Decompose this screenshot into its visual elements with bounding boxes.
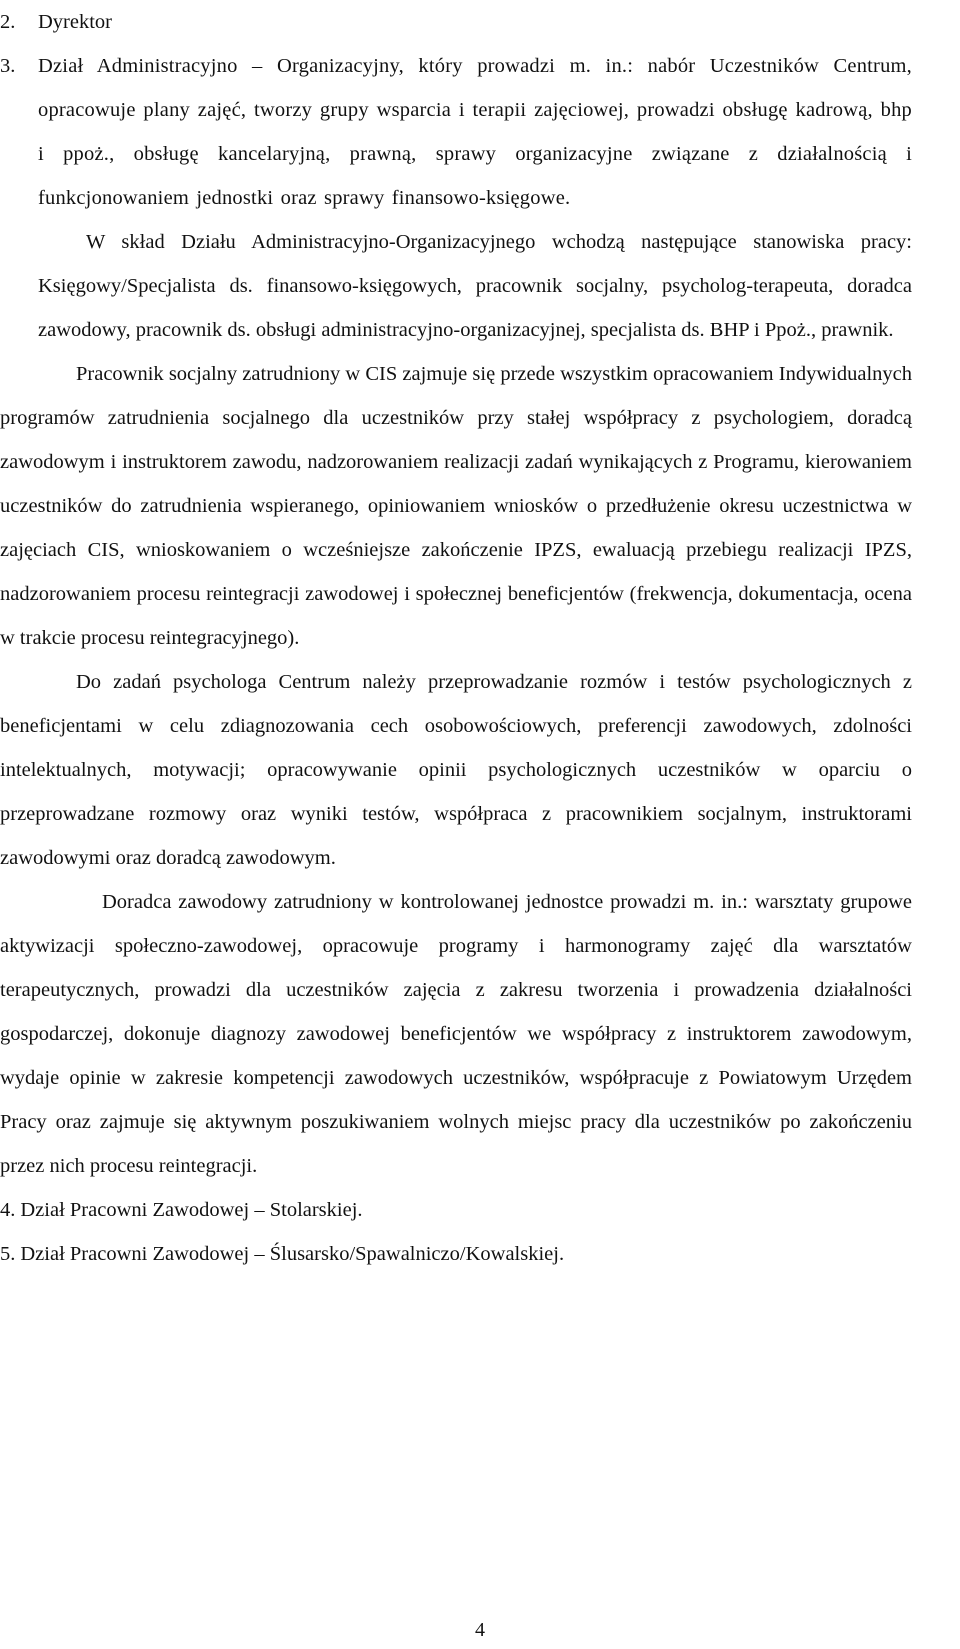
list-text: Dział Administracyjno – Organizacyjny, który prowadzi m. in.: nabór Uczestników Centrum, opracowuje plany zajęć, tworzy grupy wsparcia i terapii zajęciowej, prowadzi obsługę kadrową, bhp i ppoż., obsługę kancelaryjną, prawną, sprawy organizacyjne związane z działalnością i funkcjonowaniem jednostki oraz sprawy finansowo-księgowe. [38, 55, 912, 209]
list-text: Dział Pracowni Zawodowej – Ślusarsko/Spawalniczo/Kowalskiej. [20, 1243, 565, 1265]
list-number: 5. [0, 1243, 16, 1265]
list-number: 4. [0, 1199, 16, 1221]
page-number: 4 [475, 1619, 485, 1641]
paragraph-department-staff: W skład Działu Administracyjno-Organizacyjnego wchodzą następujące stanowiska pracy: Księgowy/Specjalista ds. finansowo-księgowych, pracownik socjalny, psycholog-terapeuta, doradca zawodowy, pracownik ds. obsługi administracyjno-organizacyjnej, specjalista ds. BHP i Ppoż., prawnik. [38, 231, 912, 341]
list-item-3 [0, 44, 912, 220]
paragraph-psychologist: Do zadań psychologa Centrum należy przeprowadzanie rozmów i testów psychologicznych z beneficjentami w celu zdiagnozowania cech osobowościowych, preferencji zawodowych, zdolności intelektualnych, motywacji; opracowywanie opinii psychologicznych uczestników w oparciu o przeprowadzane rozmowy oraz wyniki testów, współpraca z pracownikiem socjalnym, instruktorami zawodowymi oraz doradcą zawodowym. [0, 671, 912, 869]
list-item-2 [0, 0, 912, 44]
list-text: Dyrektor [38, 11, 113, 33]
paragraph-career-advisor: Doradca zawodowy zatrudniony w kontrolowanej jednostce prowadzi m. in.: warsztaty grupowe aktywizacji społeczno-zawodowej, opracowuje programy i harmonogramy zajęć dla warsztatów terapeutycznych, prowadzi dla uczestników zajęcia z zakresu tworzenia i prowadzenia działalności gospodarczej, dokonuje diagnozy zawodowej beneficjentów we współpracy z instruktorem zawodowym, wydaje opinie w zakresie kompetencji zawodowych uczestników, współpracuje z Powiatowym Urzędem Pracy oraz zajmuje się aktywnym poszukiwaniem wolnych miejsc pracy dla uczestników po zakończeniu przez nich procesu reintegracji. [0, 891, 912, 1177]
paragraph-social-worker: Pracownik socjalny zatrudniony w CIS zajmuje się przede wszystkim opracowaniem Indywidualnych programów zatrudnienia socjalnego dla uczestników przy stałej współpracy z psychologiem, doradcą zawodowym i instruktorem zawodu, nadzorowaniem realizacji zadań wynikających z Programu, kierowaniem uczestników do zatrudnienia wspieranego, opiniowaniem wniosków o przedłużenie okresu uczestnictwa w zajęciach CIS, wnioskowaniem o wcześniejsze zakończenie IPZS, ewaluacją przebiegu realizacji IPZS, nadzorowaniem procesu reintegracji zawodowej i społecznej beneficjentów (frekwencja, dokumentacja, ocena w trakcie procesu reintegracyjnego). [0, 363, 912, 649]
list-number: 2. [0, 11, 16, 33]
list-item-5 [0, 1232, 912, 1276]
list-number: 3. [0, 55, 16, 77]
list-item-4 [0, 1188, 912, 1232]
list-text: Dział Pracowni Zawodowej – Stolarskiej. [20, 1199, 363, 1221]
